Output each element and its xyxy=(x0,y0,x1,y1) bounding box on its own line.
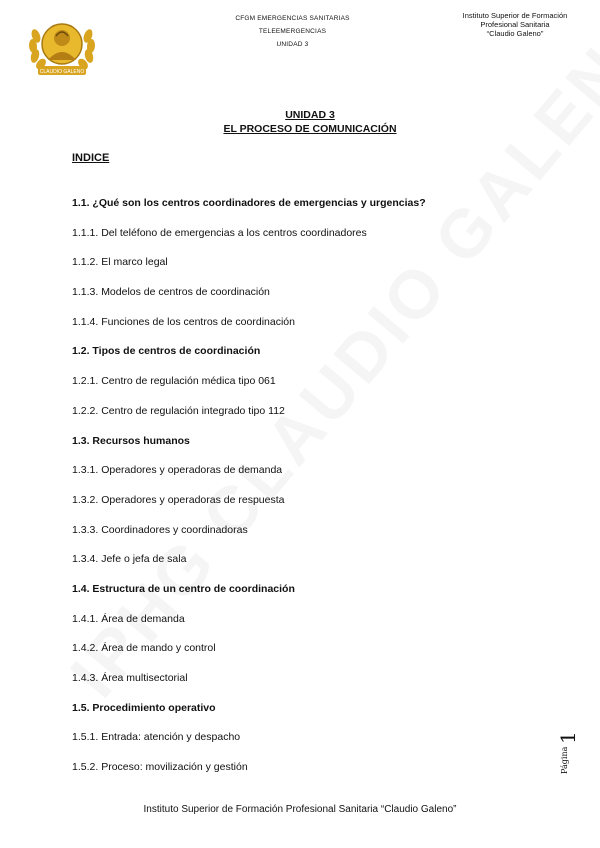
toc-subsection: 1.4.3. Área multisectorial xyxy=(72,672,188,684)
toc-subsection: 1.4.1. Área de demanda xyxy=(72,612,185,625)
toc-subsection: 1.1.3. Modelos de centros de coordinación xyxy=(72,286,270,299)
toc-subsection: 1.3.4. Jefe o jefa de sala xyxy=(72,553,187,566)
toc-subsection: 1.4.2. Área de mando y control xyxy=(72,642,216,655)
header-institute-line1: Instituto Superior de Formación xyxy=(462,11,568,20)
toc-subsection: 1.2.1. Centro de regulación médica tipo 061 xyxy=(72,375,276,388)
toc-section: 1.5. Procedimiento operativo xyxy=(72,701,216,714)
table-of-contents xyxy=(72,196,532,790)
toc-section: 1.3. Recursos humanos xyxy=(72,434,190,447)
header-institute-line3: “Claudio Galeno” xyxy=(486,29,544,38)
header-institute-line2: Profesional Sanitaria xyxy=(480,20,550,29)
header-right xyxy=(440,11,590,38)
header-unit: UNIDAD 3 xyxy=(276,41,309,48)
footer: Instituto Superior de Formación Profesional Sanitaria “Claudio Galeno” xyxy=(143,804,457,815)
toc-subsection: 1.3.1. Operadores y operadoras de demanda xyxy=(72,464,283,477)
header-course: CFGM EMERGENCIAS SANITARIAS xyxy=(235,15,350,22)
toc-section: 1.1. ¿Qué son los centros coordinadores de emergencias y urgencias? xyxy=(72,197,426,209)
toc-subsection: 1.1.2. El marco legal xyxy=(72,256,168,269)
page-number-value: 1 xyxy=(556,731,580,744)
toc-subsection: 1.2.2. Centro de regulación integrado tipo 112 xyxy=(72,404,285,417)
toc-subsection: 1.5.1. Entrada: atención y despacho xyxy=(72,731,241,744)
unit-subtitle: EL PROCESO DE COMUNICACIÓN xyxy=(223,123,397,135)
toc-subsection: 1.3.2. Operadores y operadoras de respuesta xyxy=(72,493,285,506)
page-number xyxy=(554,720,580,774)
page-title xyxy=(0,108,600,136)
logo-banner-text: CLAUDIO GALENO xyxy=(39,68,85,75)
toc-subsection: 1.1.4. Funciones de los centros de coordinación xyxy=(72,315,295,328)
toc-subsection: 1.3.3. Coordinadores y coordinadoras xyxy=(72,523,248,536)
toc-section: 1.4. Estructura de un centro de coordinación xyxy=(72,582,295,595)
index-heading: INDICE xyxy=(72,152,110,164)
toc-subsection: 1.1.1. Del teléfono de emergencias a los centros coordinadores xyxy=(72,226,367,239)
toc-section: 1.2. Tipos de centros de coordinación xyxy=(72,345,261,358)
header-center xyxy=(200,12,385,51)
header-module: TELEEMERGENCIAS xyxy=(258,28,327,35)
toc-subsection: 1.5.2. Proceso: movilización y gestión xyxy=(72,761,248,774)
institute-logo xyxy=(26,14,98,80)
unit-title: UNIDAD 3 xyxy=(285,109,335,121)
page-number-label: Página xyxy=(560,746,569,774)
